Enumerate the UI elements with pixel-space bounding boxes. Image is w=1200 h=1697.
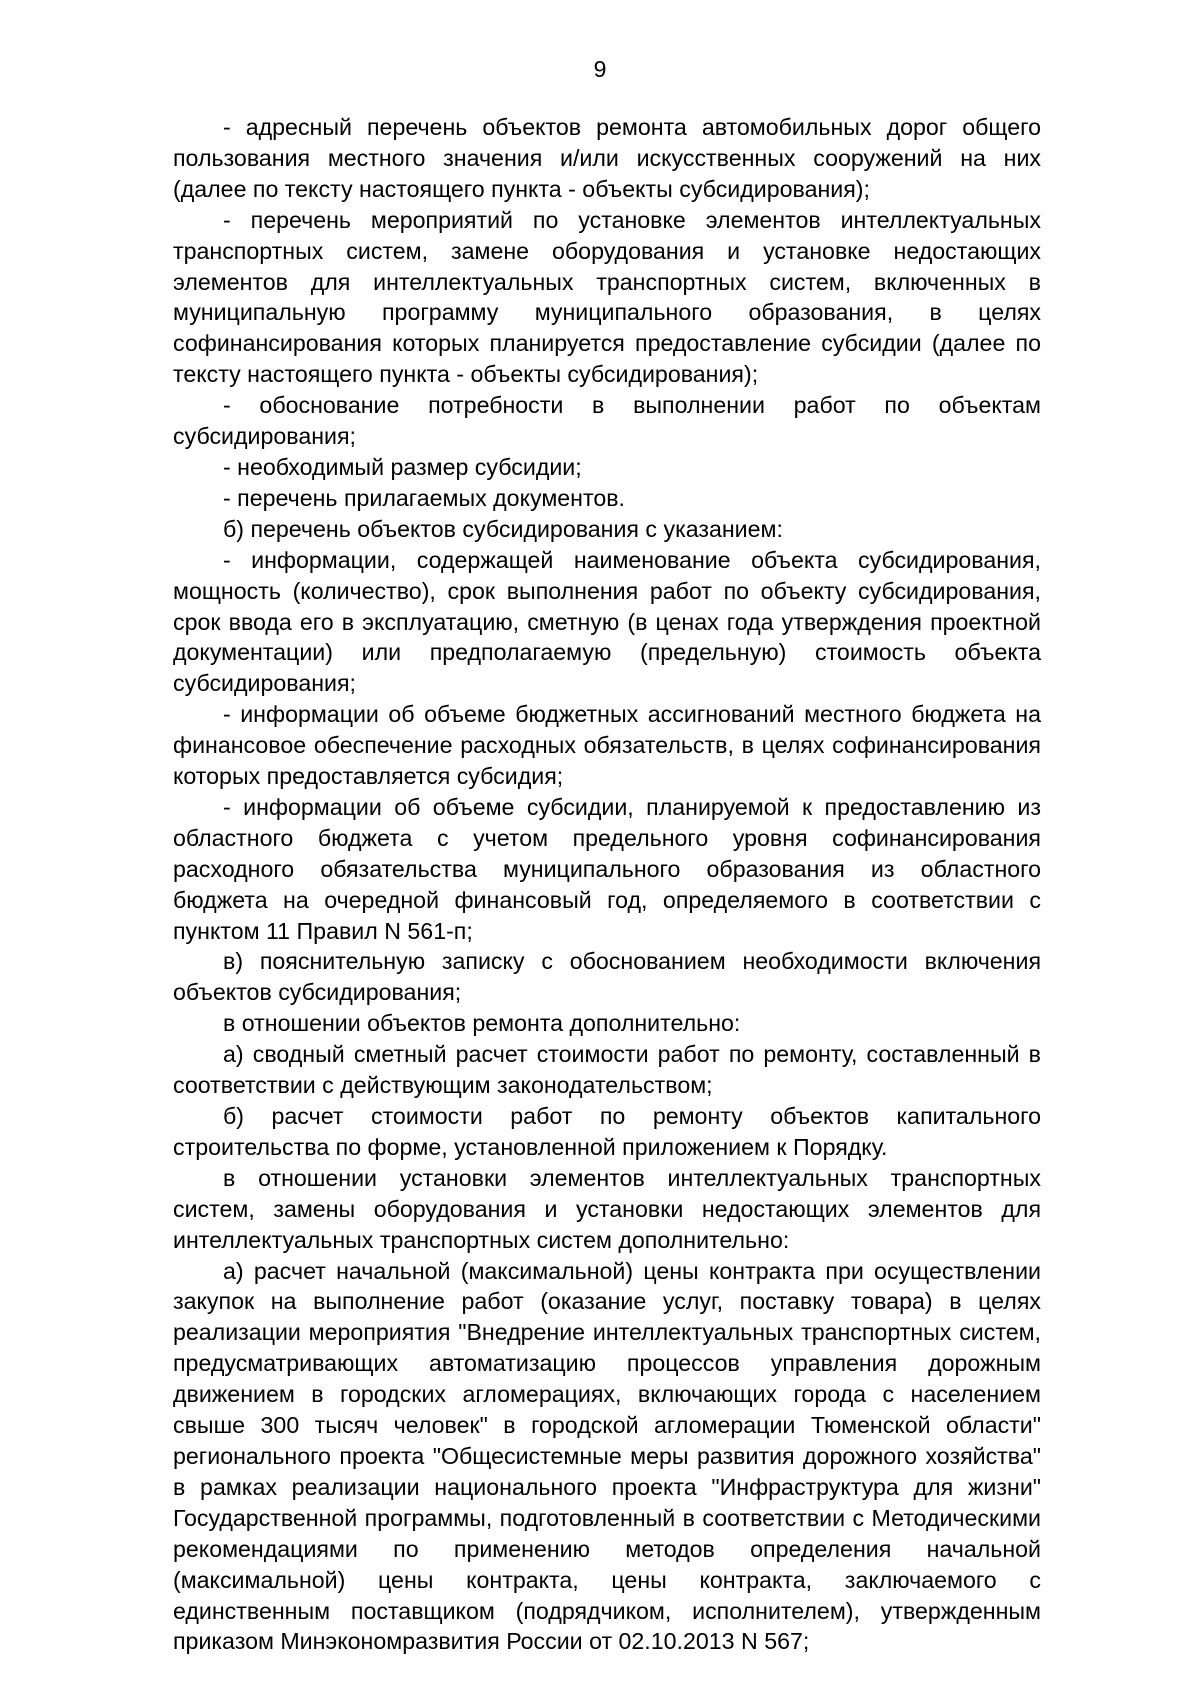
paragraph: б) расчет стоимости работ по ремонту объектов капитального строительства по форме, установленной приложением к Порядку. [173, 1103, 1041, 1160]
page-number: 9 [593, 56, 607, 82]
paragraph: - перечень прилагаемых документов. [223, 484, 625, 511]
paragraph: - необходимый размер субсидии; [223, 453, 582, 480]
paragraph: - информации, содержащей наименование объекта субсидирования, мощность (количество), срок выполнения работ по объекту субсидирования, срок ввода его в эксплуатацию, сметную (в ценах года утверждения проектной документации) или предполагаемую (предельную) стоимость объекта субсидирования; [173, 546, 1041, 697]
paragraph: б) перечень объектов субсидирования с указанием: [223, 515, 783, 542]
paragraph: в отношении объектов ремонта дополнительно: [223, 1010, 741, 1037]
paragraph: - перечень мероприятий по установке элементов интеллектуальных транспортных систем, замене оборудования и установке недостающих элементов для интеллектуальных транспортных систем, включенных в муниципальную программу муниципального образования, в целях софинансирования которых планируется предоставление субсидии (далее по тексту настоящего пункта - объекты субсидирования); [173, 206, 1041, 388]
paragraph: в) пояснительную записку с обоснованием необходимости включения объектов субсидирования; [173, 948, 1041, 1006]
paragraph: - адресный перечень объектов ремонта автомобильных дорог общего пользования местного значения и/или искусственных сооружений на них (далее по тексту настоящего пункта - объекты субсидирования); [173, 114, 1041, 202]
paragraph: - информации об объеме бюджетных ассигнований местного бюджета на финансовое обеспечение расходных обязательств, в целях софинансирования которых предоставляется субсидия; [173, 701, 1041, 790]
paragraph: - обоснование потребности в выполнении работ по объектам субсидирования; [173, 392, 1041, 450]
paragraph: а) расчет начальной (максимальной) цены контракта при осуществлении закупок на выполнение работ (оказание услуг, поставку товара) в целях реализации мероприятия "Внедрение интеллектуальных транспортных систем, предусматривающих автоматизацию процессов управления дорожным движением в городских агломерациях, включающих города с населением свыше 300 тысяч человек" в городской агломерации Тюменской области" регионального проекта "Общесистемные меры развития дорожного хозяйства" в рамках реализации национального проекта "Инфраструктура для жизни" Государственной программы, подготовленный в соответствии с Методическими рекомендациями по применению методов определения начальной (максимальной) цены контракта, цены контракта, заключаемого с единственным поставщиком (подрядчиком, исполнителем), утвержденным приказом Минэкономразвития России от 02.10.2013 N 567; [173, 1257, 1041, 1655]
paragraph: в отношении установки элементов интеллектуальных транспортных систем, замены оборудования и установки недостающих элементов для интеллектуальных транспортных систем дополнительно: [173, 1164, 1041, 1253]
paragraph: а) сводный сметный расчет стоимости работ по ремонту, составленный в соответствии с действующим законодательством; [173, 1041, 1041, 1099]
document-body [173, 112, 1041, 1657]
paragraph: - информации об объеме субсидии, планируемой к предоставлению из областного бюджета с учетом предельного уровня софинансирования расходного обязательства муниципального образования из областного бюджета на очередной финансовый год, определяемого в соответствии с пунктом 11 Правил N 561-п; [173, 793, 1041, 944]
